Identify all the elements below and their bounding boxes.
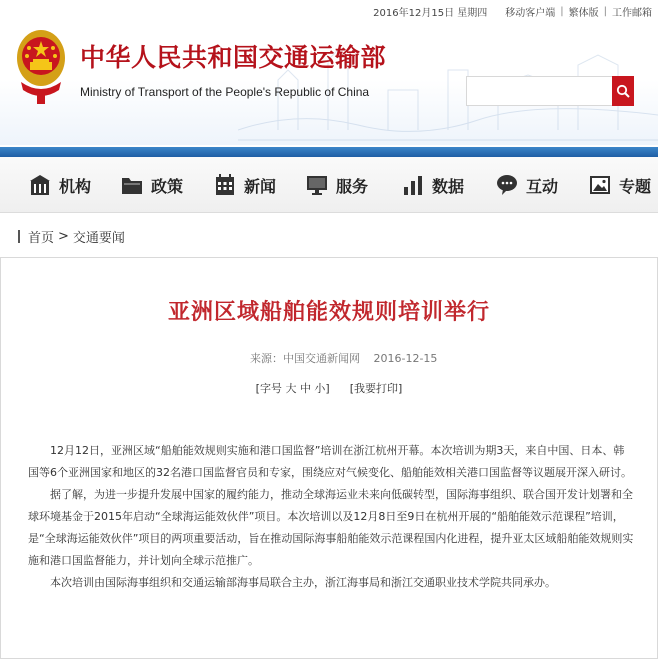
monitor-icon (305, 173, 329, 197)
nav-label: 新闻 (244, 176, 277, 196)
nav-label: 服务 (336, 176, 369, 196)
separator: | (560, 6, 564, 17)
mobile-client-link[interactable]: 移动客户端 (505, 8, 556, 19)
site-subtitle: Ministry of Transport of the People's Republic of China (80, 85, 370, 99)
breadcrumb-current-link[interactable]: 交通要闻 (72, 231, 125, 246)
site-title[interactable]: 中华人民共和国交通运输部 (80, 43, 387, 72)
header-divider-bar (0, 147, 658, 157)
article-title: 亚洲区域船舶能效规则培训举行 (167, 300, 490, 325)
article-meta (250, 350, 437, 366)
image-icon (588, 173, 612, 197)
bar-chart-icon (401, 173, 425, 197)
font-size-control[interactable]: [字号 大 中 小] (255, 382, 330, 395)
building-icon (28, 173, 52, 197)
traditional-chinese-link[interactable]: 繁体版 (568, 8, 599, 19)
nav-item-service[interactable] (305, 157, 368, 213)
article-paragraph: 12月12日，亚洲区域“船舶能效规则实施和港口国监督”培训在浙江杭州开幕。本次培训为期3天，来自中国、日本、韩国等6个亚洲国家和地区的32名港口国监督官员和专家，围绕应对气候变化、船舶能效相关港口国监督等议题展开深入研讨。 (28, 444, 632, 479)
nav-label: 数据 (432, 176, 465, 196)
search-input[interactable] (466, 76, 614, 106)
current-date: 2016年12月15日 星期四 (373, 8, 488, 19)
breadcrumb-separator: > (58, 229, 69, 244)
breadcrumb-home-link[interactable]: 首页 (28, 231, 55, 246)
nav-item-policy[interactable] (120, 157, 183, 213)
nav-label: 专题 (619, 176, 652, 196)
article-date: 2016-12-15 (373, 352, 438, 365)
nav-item-data[interactable] (401, 157, 464, 213)
print-link[interactable]: [我要打印] (349, 382, 403, 395)
article-body (28, 440, 634, 594)
chat-icon (495, 173, 519, 197)
search-button[interactable] (612, 76, 634, 106)
work-email-link[interactable]: 工作邮箱 (612, 8, 652, 19)
site-header (0, 0, 658, 145)
nav-label: 互动 (526, 176, 559, 196)
separator: | (603, 6, 607, 17)
nav-label: 政策 (151, 176, 184, 196)
article-tools (0, 380, 658, 396)
calendar-icon (213, 173, 237, 197)
nav-item-topics[interactable] (588, 157, 651, 213)
breadcrumb-marker (18, 230, 20, 243)
article-paragraph: 据了解，为进一步提升发展中国家的履约能力，推动全球海运业未来向低碳转型，国际海事组织、联合国开发计划署和全球环境基金于2015年启动“全球海运能效伙伴”项目。本次培训以及12月8日至9日在杭州开展的“船舶能效示范课程”培训，是“全球海运能效伙伴”项目的两项重要活动，旨在推动国际海事船舶能效示范课程国内化进程，提升亚太区域船舶能效规则实施和港口国监督能力，并计划向全球示范推广。 (28, 488, 634, 567)
nav-item-organization[interactable] (28, 157, 91, 213)
folder-icon (120, 173, 144, 197)
article-paragraph: 本次培训由国际海事组织和交通运输部海事局联合主办，浙江海事局和浙江交通职业技术学院共同承办。 (50, 576, 556, 589)
top-utility-bar (373, 4, 652, 19)
search-icon (616, 84, 630, 98)
nav-label: 机构 (59, 176, 92, 196)
breadcrumb (18, 227, 125, 246)
nav-item-interaction[interactable] (495, 157, 558, 213)
article-source: 来源：中国交通新闻网 (250, 352, 360, 365)
national-emblem-icon[interactable] (15, 24, 67, 106)
main-nav (0, 157, 658, 213)
nav-item-news[interactable] (213, 157, 276, 213)
